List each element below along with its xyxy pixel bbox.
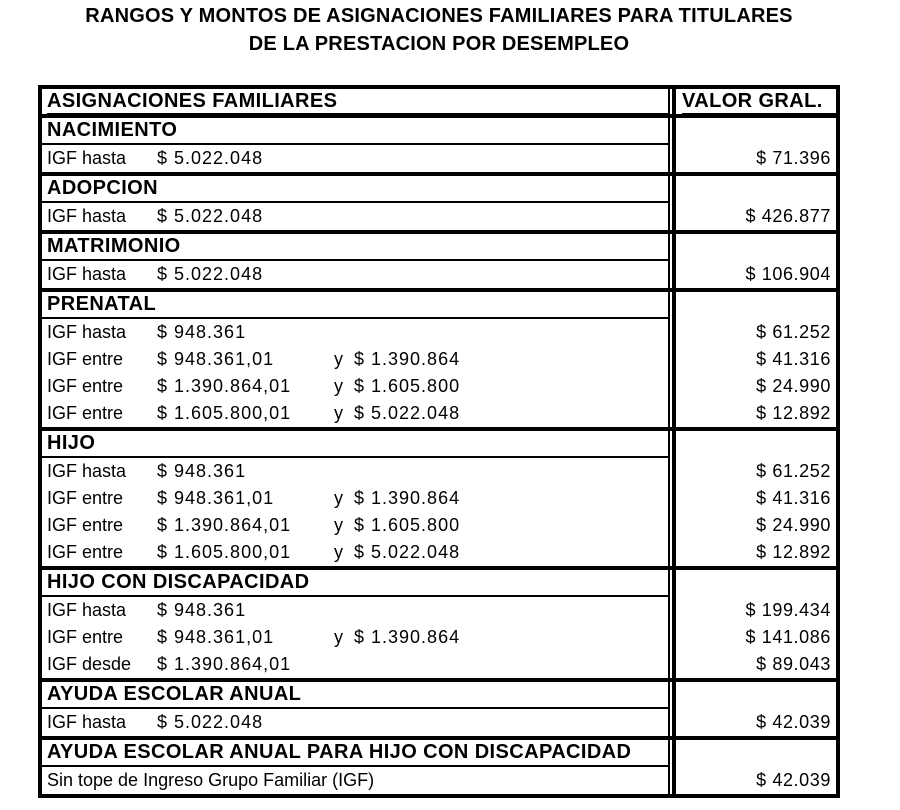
row-value: $ 41.316 xyxy=(672,485,836,512)
row-label: IGF hasta xyxy=(47,712,127,732)
row-amount: $ 948.361,01 xyxy=(157,349,275,369)
section-title-row xyxy=(42,740,836,767)
table-row xyxy=(42,373,836,400)
section-title: HIJO CON DISCAPACIDAD xyxy=(47,571,310,593)
table-section xyxy=(42,431,836,570)
table-row xyxy=(42,400,836,427)
header-label-value: VALOR GRAL. xyxy=(682,89,836,115)
row-label: IGF entre xyxy=(47,488,124,508)
row-range-cell xyxy=(42,767,670,794)
section-title: HIJO xyxy=(47,432,96,454)
row-amount: $ 948.361 xyxy=(157,600,247,620)
row-range-cell xyxy=(42,346,670,373)
table-row xyxy=(42,346,836,373)
row-range-cell xyxy=(42,458,670,485)
row-label: IGF hasta xyxy=(47,148,127,168)
table-header-row xyxy=(42,89,836,118)
section-title-row xyxy=(42,570,836,597)
row-value: $ 12.892 xyxy=(672,539,836,566)
row-value: $ 71.396 xyxy=(672,145,836,172)
document-title xyxy=(38,2,840,58)
section-title-row xyxy=(42,118,836,145)
row-conjunction: y xyxy=(334,542,343,562)
row-amount: $ 5.022.048 xyxy=(157,712,264,732)
row-amount: $ 948.361 xyxy=(157,461,247,481)
row-amount-2: $ 5.022.048 xyxy=(354,403,461,423)
table-section xyxy=(42,176,836,234)
section-title-cell xyxy=(42,292,670,319)
row-amount-2: $ 1.605.800 xyxy=(354,376,461,396)
table-sections xyxy=(42,118,836,794)
table-row xyxy=(42,261,836,288)
row-amount-2: $ 1.390.864 xyxy=(354,349,461,369)
row-range-cell xyxy=(42,145,670,172)
row-value: $ 89.043 xyxy=(672,651,836,678)
row-range-cell xyxy=(42,319,670,346)
row-range-cell xyxy=(42,624,670,651)
table-section xyxy=(42,740,836,794)
allowances-table xyxy=(38,85,840,798)
row-value: $ 426.877 xyxy=(672,203,836,230)
section-title: AYUDA ESCOLAR ANUAL xyxy=(47,683,302,705)
section-title: NACIMIENTO xyxy=(47,119,178,141)
row-range-cell xyxy=(42,203,670,230)
row-conjunction: y xyxy=(334,515,343,535)
header-label-allowances: ASIGNACIONES FAMILIARES xyxy=(47,89,668,114)
row-amount-2: $ 5.022.048 xyxy=(354,542,461,562)
row-value: $ 12.892 xyxy=(672,400,836,427)
row-amount-2: $ 1.390.864 xyxy=(354,488,461,508)
section-title-value-cell xyxy=(672,176,836,203)
section-title-value-cell xyxy=(672,570,836,597)
row-label: IGF entre xyxy=(47,542,124,562)
row-amount: $ 5.022.048 xyxy=(157,206,264,226)
section-title-row xyxy=(42,234,836,261)
section-title-cell xyxy=(42,740,670,767)
section-title-row xyxy=(42,682,836,709)
table-row xyxy=(42,512,836,539)
table-section xyxy=(42,234,836,292)
section-title-cell xyxy=(42,682,670,709)
row-conjunction: y xyxy=(334,403,343,423)
section-title-value-cell xyxy=(672,682,836,709)
row-conjunction: y xyxy=(334,627,343,647)
table-row xyxy=(42,767,836,794)
document-title-line-2: DE LA PRESTACION POR DESEMPLEO xyxy=(248,33,630,55)
table-section xyxy=(42,570,836,682)
row-conjunction: y xyxy=(334,376,343,396)
table-row xyxy=(42,624,836,651)
row-amount: $ 948.361,01 xyxy=(157,627,275,647)
row-value: $ 24.990 xyxy=(672,512,836,539)
section-title-row xyxy=(42,176,836,203)
table-row xyxy=(42,319,836,346)
table-row xyxy=(42,485,836,512)
row-conjunction: y xyxy=(334,349,343,369)
section-title-cell xyxy=(42,570,670,597)
table-row xyxy=(42,597,836,624)
table-row xyxy=(42,145,836,172)
row-label: IGF entre xyxy=(47,403,124,423)
row-range-cell xyxy=(42,400,670,427)
row-range-cell xyxy=(42,709,670,736)
table-row xyxy=(42,539,836,566)
row-conjunction: y xyxy=(334,488,343,508)
row-range-cell xyxy=(42,261,670,288)
row-label: IGF desde xyxy=(47,654,132,674)
section-title-value-cell xyxy=(672,118,836,145)
row-label: IGF entre xyxy=(47,627,124,647)
section-title-value-cell xyxy=(672,292,836,319)
row-amount: $ 1.390.864,01 xyxy=(157,515,292,535)
row-range-cell xyxy=(42,485,670,512)
row-label: IGF hasta xyxy=(47,322,127,342)
table-row xyxy=(42,203,836,230)
row-amount-2: $ 1.605.800 xyxy=(354,515,461,535)
section-title: PRENATAL xyxy=(47,293,157,315)
row-label: IGF entre xyxy=(47,349,124,369)
table-section xyxy=(42,292,836,431)
row-value: $ 24.990 xyxy=(672,373,836,400)
row-label: IGF hasta xyxy=(47,461,127,481)
row-range-cell xyxy=(42,597,670,624)
row-range-cell xyxy=(42,651,670,678)
row-range-cell xyxy=(42,512,670,539)
table-row xyxy=(42,458,836,485)
section-title-cell xyxy=(42,234,670,261)
section-title-value-cell xyxy=(672,740,836,767)
section-title: AYUDA ESCOLAR ANUAL PARA HIJO CON DISCAPACIDAD xyxy=(47,741,632,763)
row-label: IGF entre xyxy=(47,515,124,535)
row-label: IGF hasta xyxy=(47,600,127,620)
row-value: $ 61.252 xyxy=(672,458,836,485)
row-amount-2: $ 1.390.864 xyxy=(354,627,461,647)
row-range-cell xyxy=(42,539,670,566)
section-title-row xyxy=(42,292,836,319)
row-label: IGF hasta xyxy=(47,206,127,226)
section-title-value-cell xyxy=(672,234,836,261)
row-value: $ 42.039 xyxy=(672,767,836,794)
header-cell-value xyxy=(672,89,836,114)
row-label: Sin tope de Ingreso Grupo Familiar (IGF) xyxy=(47,770,375,790)
row-label: IGF hasta xyxy=(47,264,127,284)
row-amount: $ 1.605.800,01 xyxy=(157,542,292,562)
section-title-value-cell xyxy=(672,431,836,458)
header-cell-allowances xyxy=(42,89,670,114)
row-amount: $ 1.605.800,01 xyxy=(157,403,292,423)
table-row xyxy=(42,651,836,678)
row-value: $ 106.904 xyxy=(672,261,836,288)
table-section xyxy=(42,682,836,740)
row-label: IGF entre xyxy=(47,376,124,396)
section-title-cell xyxy=(42,176,670,203)
row-range-cell xyxy=(42,373,670,400)
table-section xyxy=(42,118,836,176)
section-title: ADOPCION xyxy=(47,177,158,199)
row-amount: $ 1.390.864,01 xyxy=(157,654,292,674)
row-amount: $ 1.390.864,01 xyxy=(157,376,292,396)
section-title-cell xyxy=(42,118,670,145)
section-title: MATRIMONIO xyxy=(47,235,181,257)
section-title-cell xyxy=(42,431,670,458)
row-value: $ 199.434 xyxy=(672,597,836,624)
section-title-row xyxy=(42,431,836,458)
row-value: $ 61.252 xyxy=(672,319,836,346)
row-amount: $ 5.022.048 xyxy=(157,264,264,284)
row-amount: $ 948.361,01 xyxy=(157,488,275,508)
row-amount: $ 5.022.048 xyxy=(157,148,264,168)
row-amount: $ 948.361 xyxy=(157,322,247,342)
row-value: $ 141.086 xyxy=(672,624,836,651)
document-title-line-1: RANGOS Y MONTOS DE ASIGNACIONES FAMILIARES PARA TITULARES xyxy=(85,5,793,27)
row-value: $ 41.316 xyxy=(672,346,836,373)
row-value: $ 42.039 xyxy=(672,709,836,736)
table-row xyxy=(42,709,836,736)
